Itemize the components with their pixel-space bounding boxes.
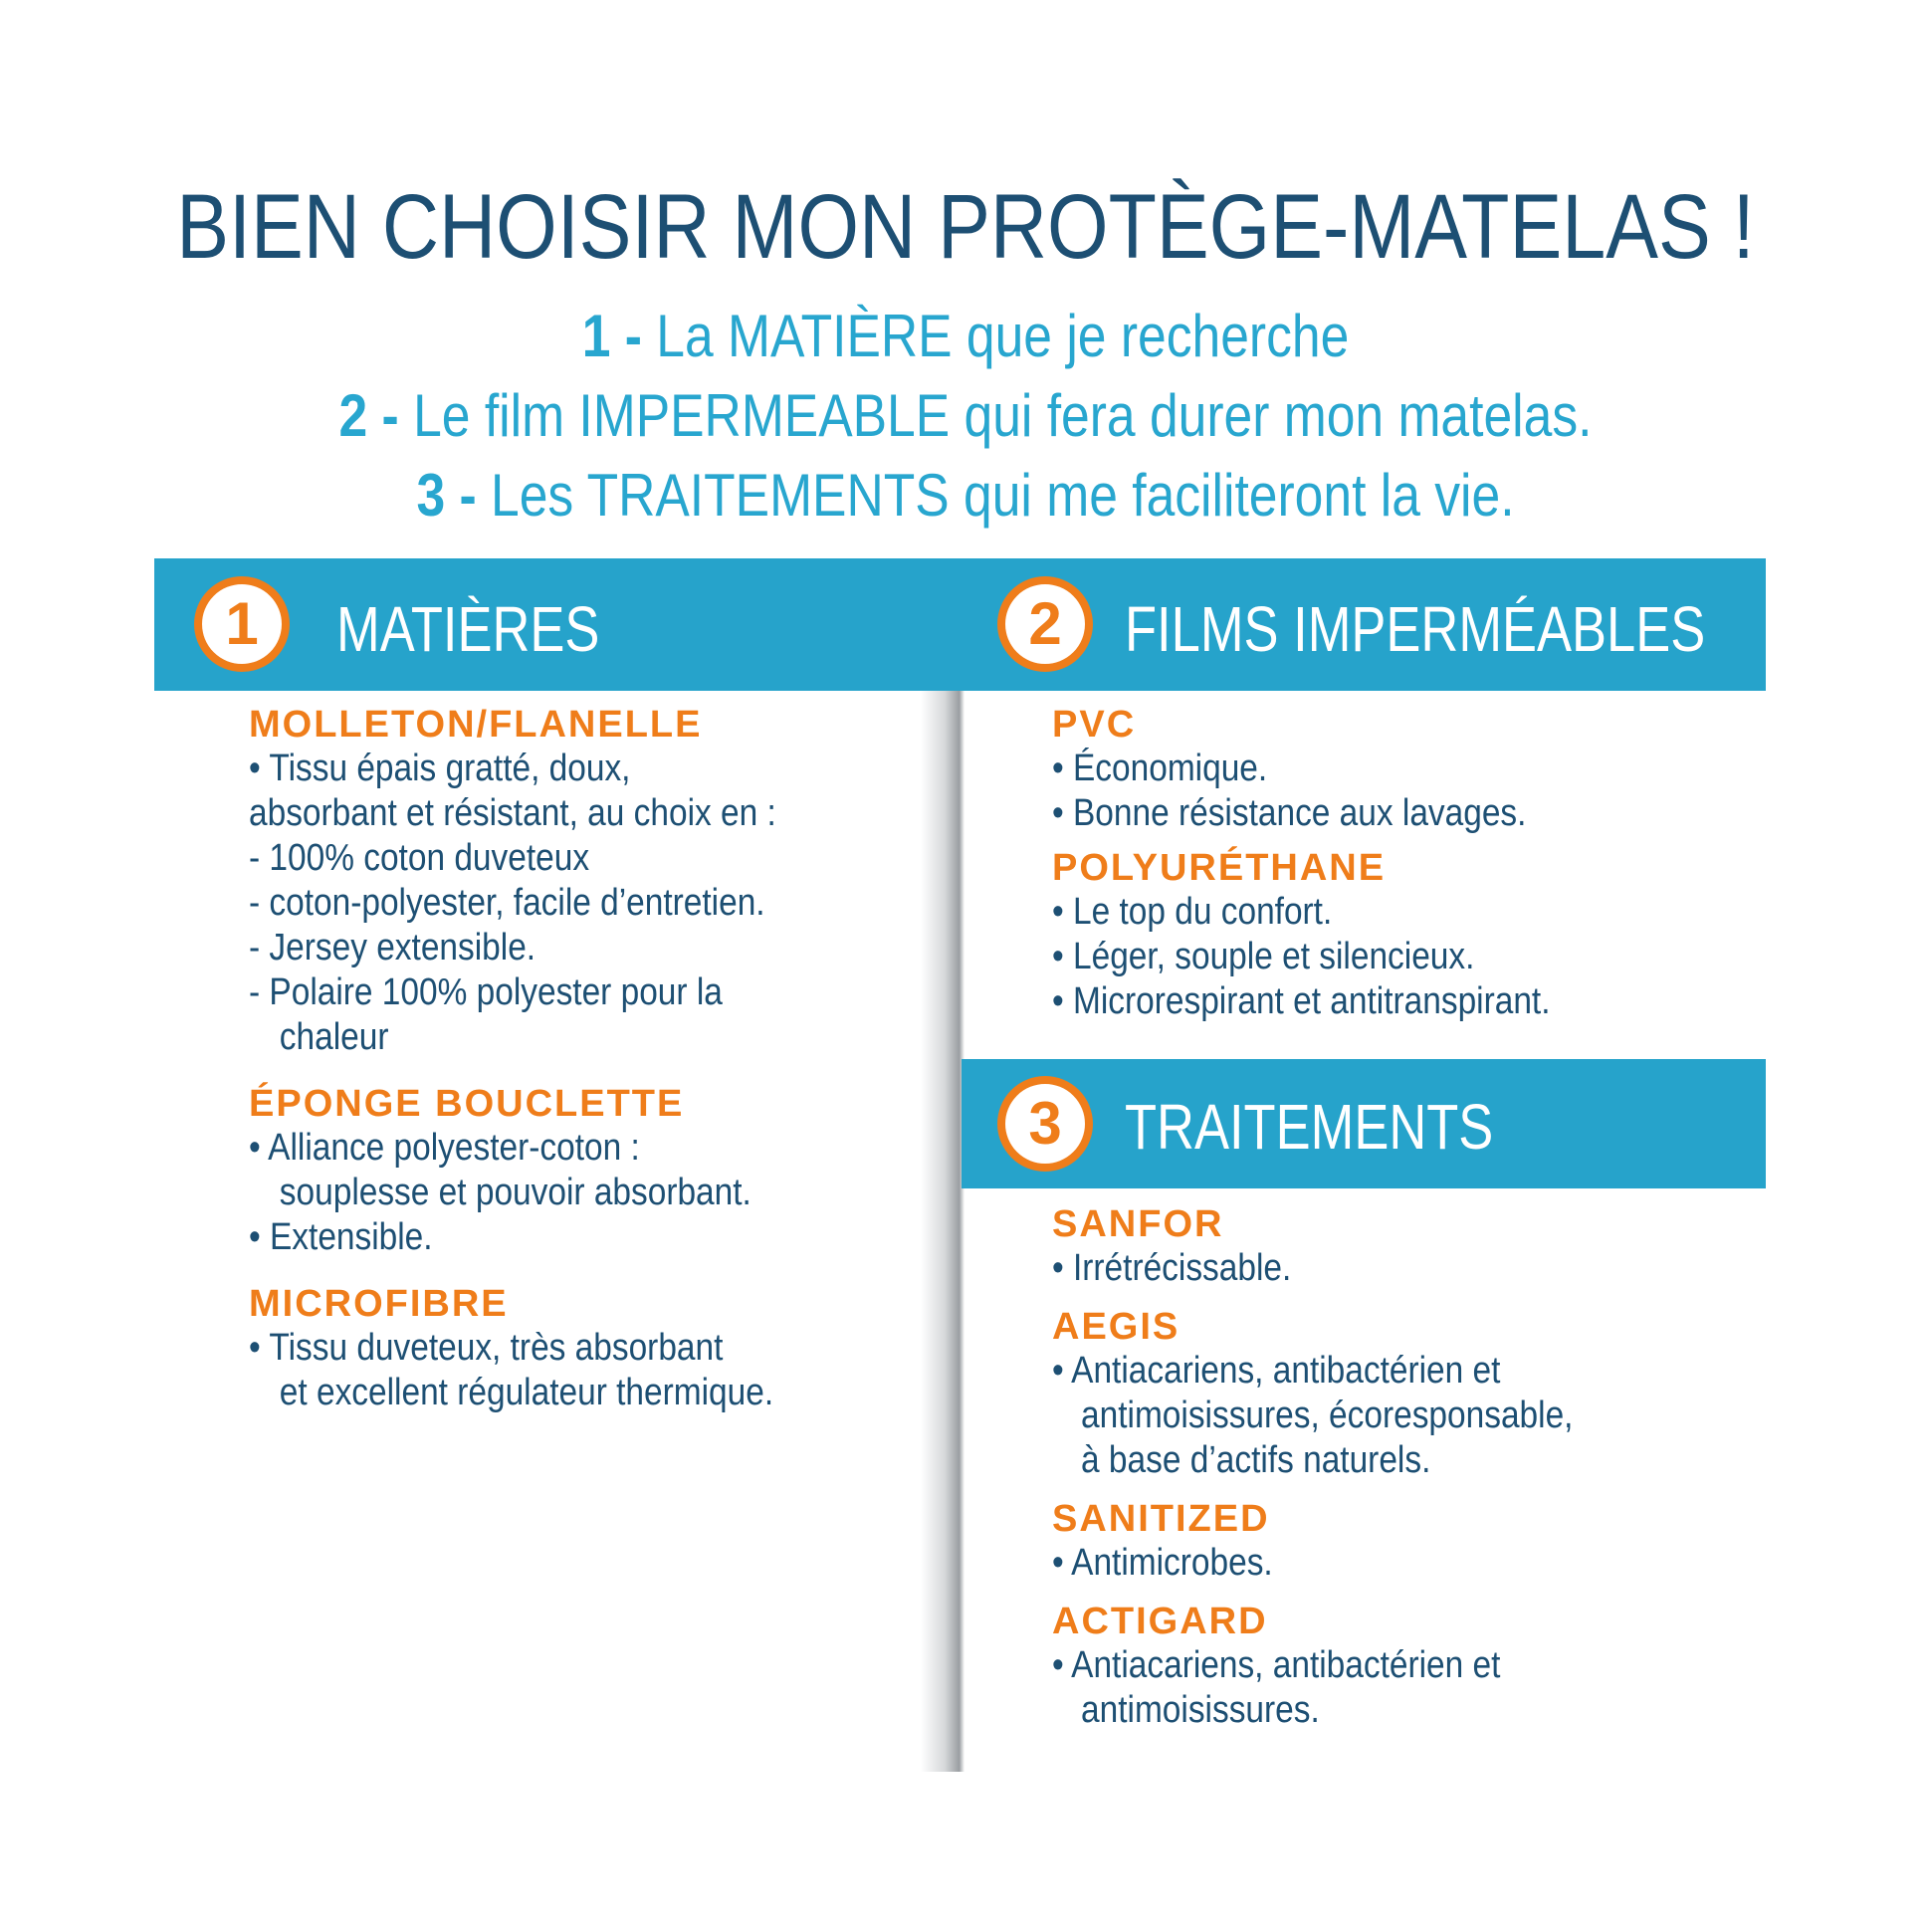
text-line: • Irrétrécissable.: [1052, 1247, 1292, 1289]
section-header-films: [962, 558, 1766, 691]
step-3: [135, 461, 1796, 531]
section-title-matieres: MATIÈRES: [336, 593, 600, 665]
step-text: Les TRAITEMENTS qui me faciliteront la vie.: [476, 462, 1515, 529]
heading-sanfor: SANFOR: [1052, 1203, 1224, 1245]
section-header-traitements: [962, 1059, 1766, 1188]
heading-polyurethane: POLYURÉTHANE: [1052, 847, 1387, 889]
text-line: - Jersey extensible.: [249, 927, 536, 968]
text-line: • Antiacariens, antibactérien et: [1052, 1350, 1501, 1392]
matieres-content: [249, 703, 906, 1415]
text-line: • Bonne résistance aux lavages.: [1052, 792, 1527, 834]
section-title-films: FILMS IMPERMÉABLES: [1125, 593, 1706, 665]
page-title: BIEN CHOISIR MON PROTÈGE-MATELAS !: [176, 176, 1755, 278]
text-line: antimoisissures.: [1081, 1689, 1320, 1731]
heading-sanitized: SANITIZED: [1052, 1498, 1270, 1540]
text-line: - Polaire 100% polyester pour la: [249, 971, 723, 1013]
step-2: [135, 381, 1796, 451]
text-line: et excellent régulateur thermique.: [279, 1372, 774, 1413]
heading-eponge: ÉPONGE BOUCLETTE: [249, 1083, 685, 1125]
text-line: souplesse et pouvoir absorbant.: [279, 1172, 751, 1213]
heading-molleton: MOLLETON/FLANELLE: [249, 704, 703, 746]
text-line: - coton-polyester, facile d’entretien.: [249, 882, 765, 924]
films-content: [1052, 703, 1749, 1024]
text-line: à base d’actifs naturels.: [1081, 1439, 1431, 1481]
step-number: 3 -: [416, 462, 477, 529]
heading-microfibre: MICROFIBRE: [249, 1283, 509, 1325]
text-line: • Léger, souple et silencieux.: [1052, 936, 1475, 977]
step-text: La MATIÈRE que je recherche: [641, 303, 1350, 369]
text-line: • Microrespirant et antitranspirant.: [1052, 980, 1551, 1022]
heading-actigard: ACTIGARD: [1052, 1601, 1268, 1642]
step-number: 2 -: [338, 382, 399, 449]
number-badge-2: 2: [997, 576, 1093, 672]
step-text: Le film IMPERMEABLE qui fera durer mon matelas.: [398, 382, 1593, 449]
number-badge-1: 1: [194, 576, 290, 672]
text-line: • Alliance polyester-coton :: [249, 1127, 640, 1169]
text-line: • Tissu épais gratté, doux,: [249, 748, 631, 789]
section-header-matieres: [154, 558, 963, 691]
text-line: • Antiacariens, antibactérien et: [1052, 1644, 1501, 1686]
text-line: - 100% coton duveteux: [249, 837, 590, 879]
section-title-traitements: TRAITEMENTS: [1125, 1091, 1494, 1163]
text-line: antimoisissures, écoresponsable,: [1081, 1395, 1574, 1436]
text-line: • Économique.: [1052, 748, 1268, 789]
heading-pvc: PVC: [1052, 704, 1137, 746]
step-number: 1 -: [581, 303, 642, 369]
text-line: • Extensible.: [249, 1216, 433, 1258]
text-line: chaleur: [279, 1016, 389, 1058]
heading-aegis: AEGIS: [1052, 1306, 1180, 1348]
traitements-content: [1052, 1202, 1749, 1733]
text-line: • Le top du confort.: [1052, 891, 1333, 933]
number-badge-3: 3: [997, 1076, 1093, 1172]
column-divider: [921, 559, 965, 1772]
text-line: absorbant et résistant, au choix en :: [249, 792, 776, 834]
step-1: [135, 302, 1796, 371]
text-line: • Tissu duveteux, très absorbant: [249, 1327, 724, 1369]
text-line: • Antimicrobes.: [1052, 1542, 1273, 1584]
